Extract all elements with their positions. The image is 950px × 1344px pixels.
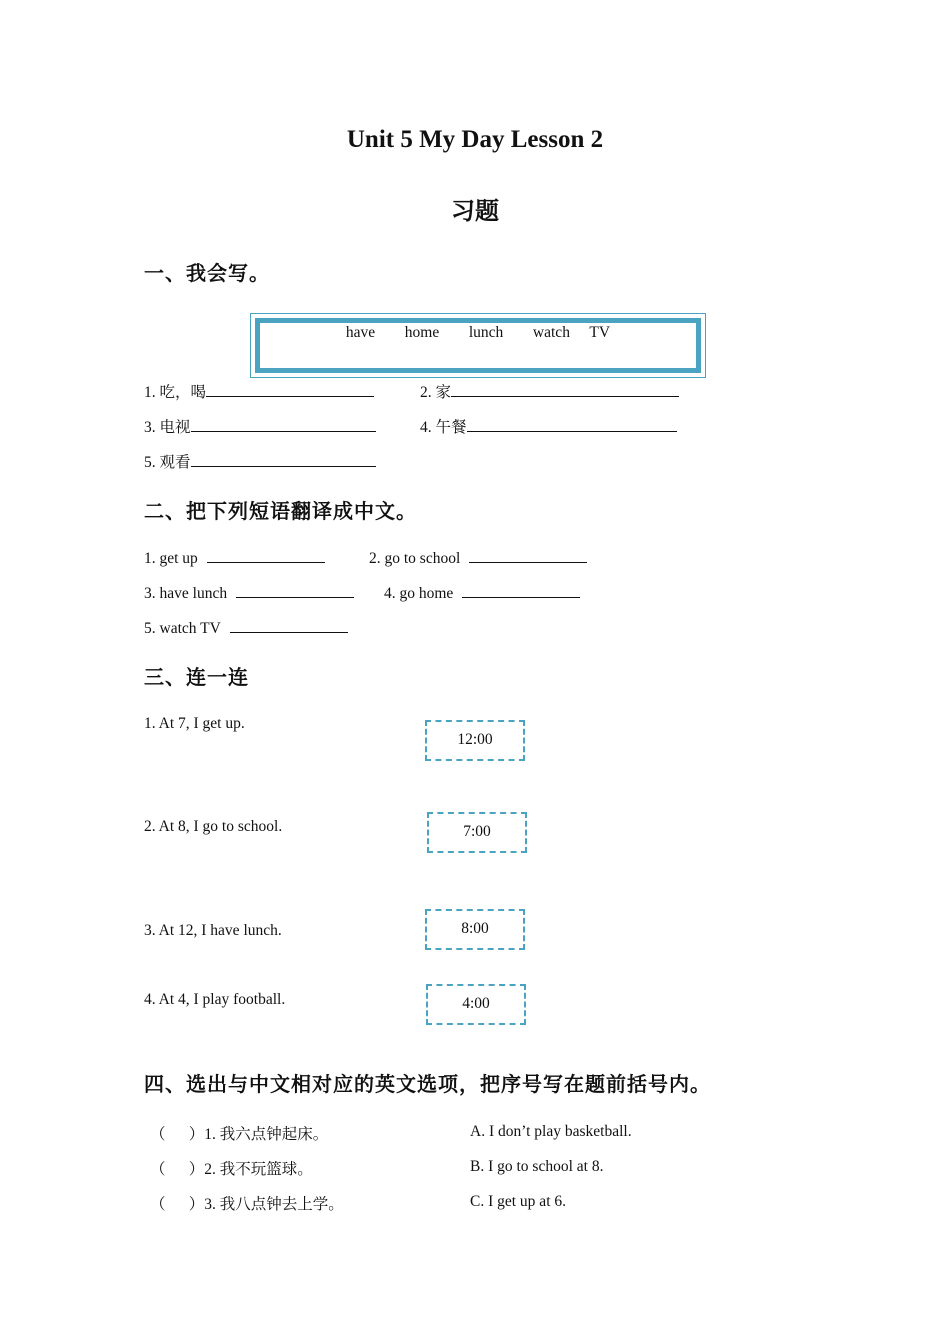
s2-item-3 — [144, 583, 354, 603]
s4-question-3 — [150, 1192, 344, 1214]
s1-item-2-label: 2. 家 — [420, 384, 452, 401]
section2-heading: 二、把下列短语翻译成中文。 — [144, 499, 417, 523]
s4-option-c: C. I get up at 6. — [470, 1193, 566, 1210]
answer-blank[interactable] — [206, 382, 374, 397]
answer-bracket[interactable]: （ ） — [150, 1126, 205, 1143]
s1-item-5-label: 5. 观看 — [144, 454, 191, 471]
answer-blank[interactable] — [469, 548, 587, 563]
section1-heading: 一、我会写。 — [144, 261, 270, 285]
s2-item-3-label: 3. have lunch — [144, 585, 228, 602]
s4-option-b: B. I go to school at 8. — [470, 1158, 604, 1175]
s2-item-4 — [384, 583, 580, 603]
answer-blank[interactable] — [236, 583, 354, 598]
s1-item-4 — [420, 415, 677, 437]
s4-question-1 — [150, 1122, 328, 1144]
page-subtitle: 习题 — [451, 197, 499, 225]
s2-item-1-label: 1. get up — [144, 550, 198, 567]
match-sentence-1[interactable]: 1. At 7, I get up. — [144, 715, 245, 732]
s2-item-1 — [144, 548, 325, 568]
match-sentence-3[interactable]: 3. At 12, I have lunch. — [144, 922, 282, 939]
s4-question-2-text: 2. 我不玩篮球。 — [204, 1161, 313, 1178]
answer-blank[interactable] — [467, 417, 677, 432]
answer-bracket[interactable]: （ ） — [150, 1161, 205, 1178]
s1-item-3-label: 3. 电视 — [144, 419, 191, 436]
s2-item-5-label: 5. watch TV — [144, 620, 221, 637]
answer-blank[interactable] — [191, 417, 376, 432]
answer-blank[interactable] — [451, 382, 679, 397]
match-sentence-4[interactable]: 4. At 4, I play football. — [144, 991, 286, 1008]
answer-blank[interactable] — [207, 548, 325, 563]
answer-blank[interactable] — [191, 452, 376, 467]
word-bank-text: have home lunch watch TV — [345, 324, 611, 341]
s2-item-4-label: 4. go home — [384, 585, 454, 602]
time-box-4[interactable]: 4:00 — [426, 984, 526, 1025]
s1-item-3 — [144, 415, 376, 437]
s4-question-1-text: 1. 我六点钟起床。 — [204, 1126, 329, 1143]
time-box-2[interactable]: 7:00 — [427, 812, 527, 853]
time-box-3[interactable]: 8:00 — [425, 909, 525, 950]
s2-item-5 — [144, 618, 348, 638]
time-box-1[interactable]: 12:00 — [425, 720, 525, 761]
word-bank-box — [250, 313, 706, 378]
s1-item-2 — [420, 380, 679, 402]
s2-item-2-label: 2. go to school — [369, 550, 461, 567]
s1-item-1 — [144, 380, 374, 402]
s4-question-3-text: 3. 我八点钟去上学。 — [204, 1196, 344, 1213]
match-sentence-2[interactable]: 2. At 8, I go to school. — [144, 818, 283, 835]
s1-item-5 — [144, 450, 376, 472]
answer-bracket[interactable]: （ ） — [150, 1196, 205, 1213]
s2-item-2 — [369, 548, 587, 568]
section3-heading: 三、连一连 — [144, 665, 249, 689]
s4-option-a: A. I don’t play basketball. — [470, 1123, 632, 1140]
s4-question-2 — [150, 1157, 313, 1179]
s1-item-4-label: 4. 午餐 — [420, 419, 467, 436]
s1-item-1-label: 1. 吃，喝 — [144, 384, 207, 401]
section4-heading: 四、选出与中文相对应的英文选项，把序号写在题前括号内。 — [144, 1072, 711, 1096]
answer-blank[interactable] — [462, 583, 580, 598]
answer-blank[interactable] — [230, 618, 348, 633]
page-title: Unit 5 My Day Lesson 2 — [346, 126, 604, 153]
